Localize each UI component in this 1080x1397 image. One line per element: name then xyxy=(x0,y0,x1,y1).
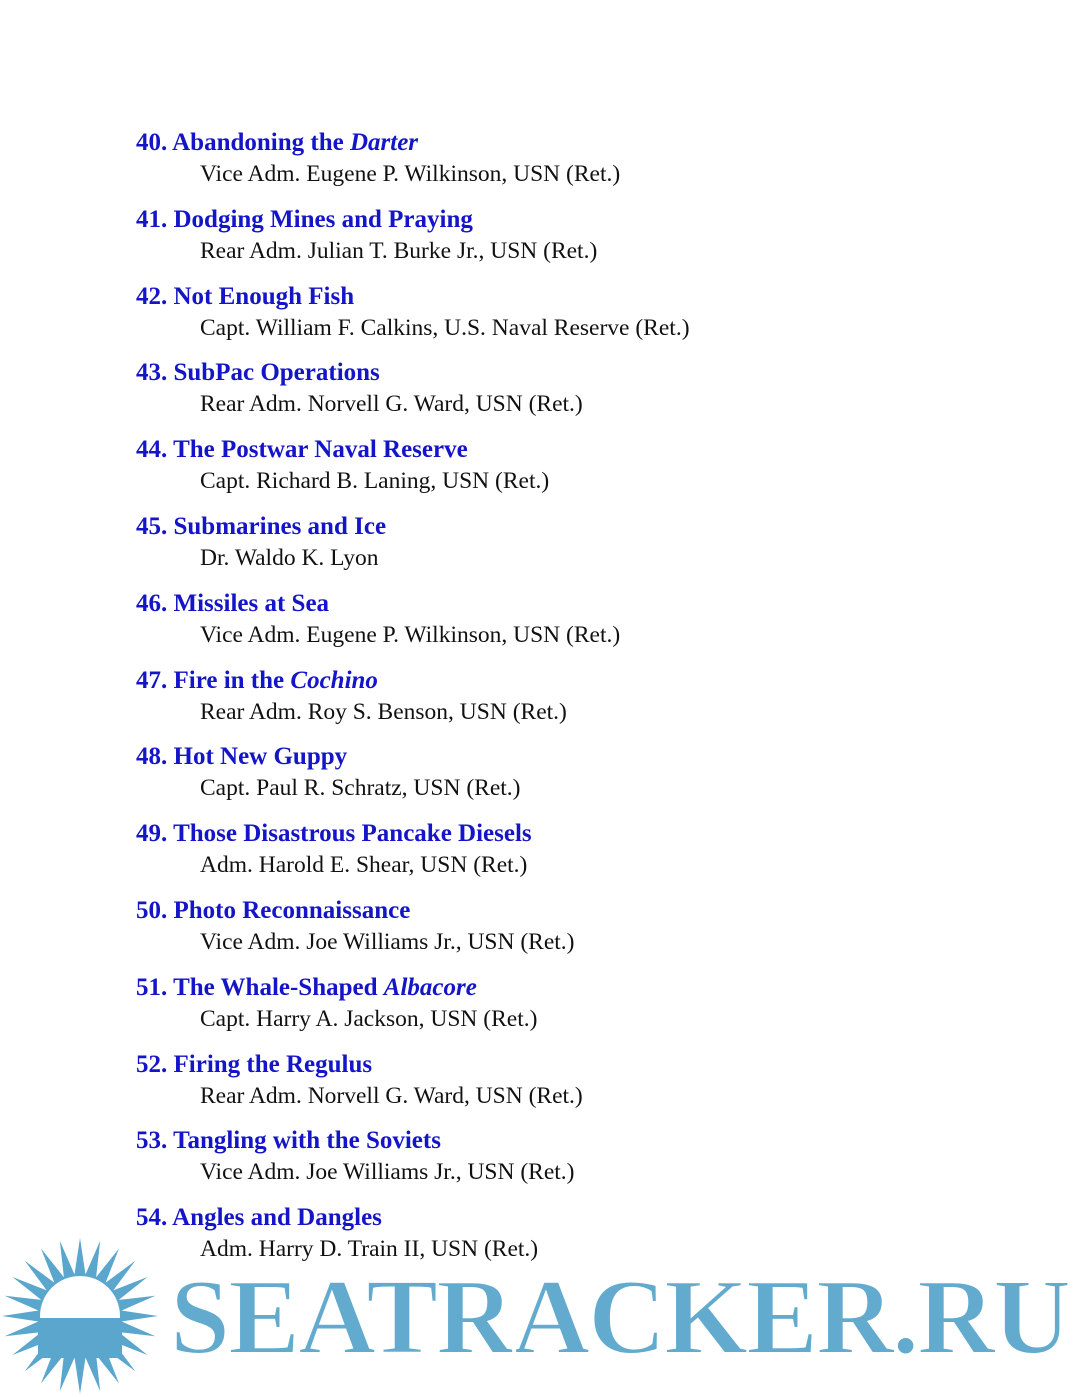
toc-entry xyxy=(136,894,1016,971)
chapter-number: 40. xyxy=(136,129,168,156)
toc-entry xyxy=(136,1048,1016,1125)
chapter-number: 52. xyxy=(136,1050,168,1078)
chapter-number: 47. xyxy=(136,666,168,694)
chapter-author: Rear Adm. Roy S. Benson, USN (Ret.) xyxy=(200,698,567,725)
chapter-title: Tangling with the Soviets xyxy=(173,1127,441,1155)
chapter-link[interactable] xyxy=(136,206,473,233)
chapter-title-link[interactable] xyxy=(136,894,1016,927)
chapter-title-link[interactable] xyxy=(136,817,1016,850)
toc-entry xyxy=(136,433,1016,510)
toc-entry xyxy=(136,971,1016,1048)
chapter-number: 54. xyxy=(136,1204,168,1232)
chapter-title: Hot New Guppy xyxy=(173,743,348,771)
chapter-author: Vice Adm. Eugene P. Wilkinson, USN (Ret.) xyxy=(200,161,621,187)
chapter-author: Vice Adm. Joe Williams Jr., USN (Ret.) xyxy=(200,928,575,955)
chapter-title-link[interactable] xyxy=(136,510,1016,543)
chapter-author: Rear Adm. Norvell G. Ward, USN (Ret.) xyxy=(200,1082,583,1109)
toc-entry xyxy=(136,1124,1016,1201)
chapter-title: The Postwar Naval Reserve xyxy=(173,436,468,464)
chapter-title-link[interactable] xyxy=(136,971,1016,1004)
chapter-title: Abandoning the xyxy=(172,129,350,156)
ship-name: Cochino xyxy=(290,666,378,694)
chapter-title: Fire in the xyxy=(173,666,291,694)
chapter-title-link[interactable] xyxy=(136,740,1016,773)
chapter-link[interactable] xyxy=(136,436,468,463)
chapter-number: 42. xyxy=(136,282,168,310)
chapter-number: 41. xyxy=(136,205,168,233)
chapter-author: Vice Adm. Joe Williams Jr., USN (Ret.) xyxy=(200,1159,575,1186)
chapter-number: 45. xyxy=(136,512,168,540)
chapter-author: Adm. Harold E. Shear, USN (Ret.) xyxy=(200,852,528,879)
toc-entry xyxy=(136,356,1016,433)
toc-entry xyxy=(136,510,1016,587)
chapter-title: Dodging Mines and Praying xyxy=(173,205,473,233)
chapter-link[interactable] xyxy=(136,667,378,694)
chapter-number: 46. xyxy=(136,589,168,617)
toc-entry xyxy=(136,817,1016,894)
chapter-title: Those Disastrous Pancake Diesels xyxy=(173,820,532,848)
chapter-title-link[interactable] xyxy=(136,433,1016,466)
chapter-link[interactable] xyxy=(136,590,329,617)
chapter-author: Rear Adm. Norvell G. Ward, USN (Ret.) xyxy=(200,391,583,418)
chapter-title-link[interactable] xyxy=(136,587,1016,620)
chapter-title-link[interactable] xyxy=(136,356,1016,389)
chapter-link[interactable] xyxy=(136,129,418,156)
chapter-title-link[interactable] xyxy=(136,1124,1016,1157)
chapter-number: 49. xyxy=(136,820,168,848)
chapter-link[interactable] xyxy=(136,283,354,310)
chapter-link[interactable] xyxy=(136,974,477,1001)
chapter-title-link[interactable] xyxy=(136,203,1016,236)
chapter-link[interactable] xyxy=(136,359,380,386)
chapter-title: Firing the Regulus xyxy=(173,1050,373,1078)
chapter-number: 50. xyxy=(136,896,168,924)
chapter-title: The Whale-Shaped xyxy=(173,973,384,1001)
chapter-link[interactable] xyxy=(136,820,532,847)
chapter-author: Vice Adm. Eugene P. Wilkinson, USN (Ret.) xyxy=(200,621,621,648)
ship-name: Darter xyxy=(349,129,419,156)
chapter-link[interactable] xyxy=(136,513,386,540)
chapter-number: 51. xyxy=(136,973,168,1001)
chapter-number: 48. xyxy=(136,743,168,771)
ship-name: Albacore xyxy=(383,973,477,1001)
chapter-link[interactable] xyxy=(136,1051,372,1078)
chapter-author: Capt. William F. Calkins, U.S. Naval Reserve (Ret.) xyxy=(200,314,690,341)
chapter-title: Photo Reconnaissance xyxy=(173,896,411,924)
chapter-number: 44. xyxy=(136,436,168,464)
chapter-title-link[interactable] xyxy=(136,1201,1016,1234)
toc-entry xyxy=(136,203,1016,280)
chapter-title-link[interactable] xyxy=(136,126,1016,159)
toc-entry xyxy=(136,664,1016,741)
sun-horizon xyxy=(38,1318,122,1358)
chapter-link[interactable] xyxy=(136,1127,441,1154)
toc-entry xyxy=(136,740,1016,817)
chapter-title: Submarines and Ice xyxy=(173,512,387,540)
chapter-title: Not Enough Fish xyxy=(173,282,355,310)
chapter-title-link[interactable] xyxy=(136,1048,1016,1081)
watermark-text: SEATRACKER.RU xyxy=(170,1258,1070,1377)
chapter-title: Angles and Dangles xyxy=(172,1204,382,1232)
chapter-title: SubPac Operations xyxy=(173,359,380,387)
chapter-link[interactable] xyxy=(136,743,347,770)
chapter-author: Rear Adm. Julian T. Burke Jr., USN (Ret.) xyxy=(200,237,598,264)
chapter-number: 43. xyxy=(136,359,168,387)
table-of-contents xyxy=(136,126,1016,1278)
chapter-author: Dr. Waldo K. Lyon xyxy=(200,544,379,571)
toc-entry xyxy=(136,280,1016,357)
chapter-author: Capt. Paul R. Schratz, USN (Ret.) xyxy=(200,775,521,802)
chapter-number: 53. xyxy=(136,1127,168,1155)
chapter-title-link[interactable] xyxy=(136,664,1016,697)
chapter-title-link[interactable] xyxy=(136,280,1016,313)
chapter-link[interactable] xyxy=(136,897,410,924)
chapter-link[interactable] xyxy=(136,1204,382,1231)
chapter-author: Capt. Harry A. Jackson, USN (Ret.) xyxy=(200,1005,538,1032)
toc-entry xyxy=(136,587,1016,664)
toc-entry xyxy=(136,126,1016,203)
chapter-title: Missiles at Sea xyxy=(173,589,330,617)
chapter-author: Capt. Richard B. Laning, USN (Ret.) xyxy=(200,468,550,495)
chapter-author: Adm. Harry D. Train II, USN (Ret.) xyxy=(200,1236,539,1263)
